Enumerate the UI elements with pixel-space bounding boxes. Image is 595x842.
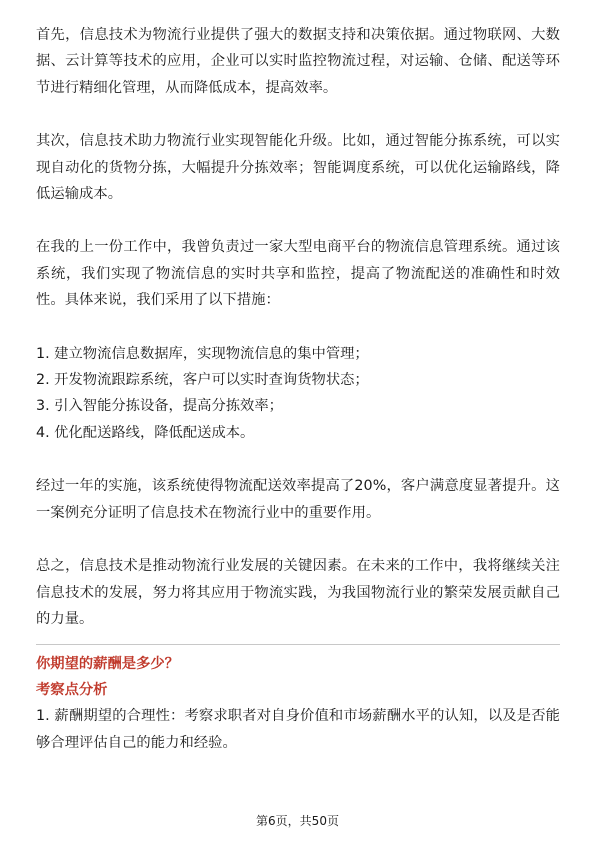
list-item: 1. 建立物流信息数据库，实现物流信息的集中管理； [36,345,369,362]
paragraph-conclusion: 总之，信息技术是推动物流行业发展的关键因素。在未来的工作中，我将继续关注信息技术的发展，努力将其应用于物流实践，为我国物流行业的繁荣发展贡献自己的力量。 [36,558,560,627]
question-title: 你期望的薪酬是多少？ [36,656,179,673]
analysis-heading: 考察点分析 [36,682,108,699]
section-divider [36,644,560,645]
list-item: 3. 引入智能分拣设备，提高分拣效率； [36,398,283,415]
paragraph-intelligent-upgrade: 其次，信息技术助力物流行业实现智能化升级。比如，通过智能分拣系统，可以实现自动化的货物分拣，大幅提升分拣效率；智能调度系统，可以优化运输路线，降低运输成本。 [36,133,560,203]
page-content [36,22,560,756]
list-item: 4. 优化配送路线，降低配送成本。 [36,424,255,441]
page-number: 第6页，共50页 [256,814,339,828]
paragraph-work-experience: 在我的上一份工作中，我曾负责过一家大型电商平台的物流信息管理系统。通过该系统，我们实现了物流信息的实时共享和监控，提高了物流配送的准确性和时效性。具体来说，我们采用了以下措施： [36,239,560,309]
paragraph-gap [36,526,560,553]
paragraph-data-support: 首先，信息技术为物流行业提供了强大的数据支持和决策依据。通过物联网、大数据、云计算等技术的应用，企业可以实时监控物流过程，对运输、仓储、配送等环节进行精细化管理，从而降低成本，提高效率。 [36,27,560,96]
paragraph-gap [36,101,560,128]
measures-list [36,341,560,447]
paragraph-results: 经过一年的实施，该系统使得物流配送效率提高了20%，客户满意度显著提升。这一案例充分证明了信息技术在物流行业中的重要作用。 [36,478,560,521]
paragraph-gap [36,207,560,234]
paragraph-gap [36,446,560,473]
analysis-point: 1. 薪酬期望的合理性：考察求职者对自身价值和市场薪酬水平的认知，以及是否能够合理评估自己的能力和经验。 [36,708,560,751]
list-item: 2. 开发物流跟踪系统，客户可以实时查询货物状态； [36,372,369,389]
paragraph-gap [36,314,560,341]
